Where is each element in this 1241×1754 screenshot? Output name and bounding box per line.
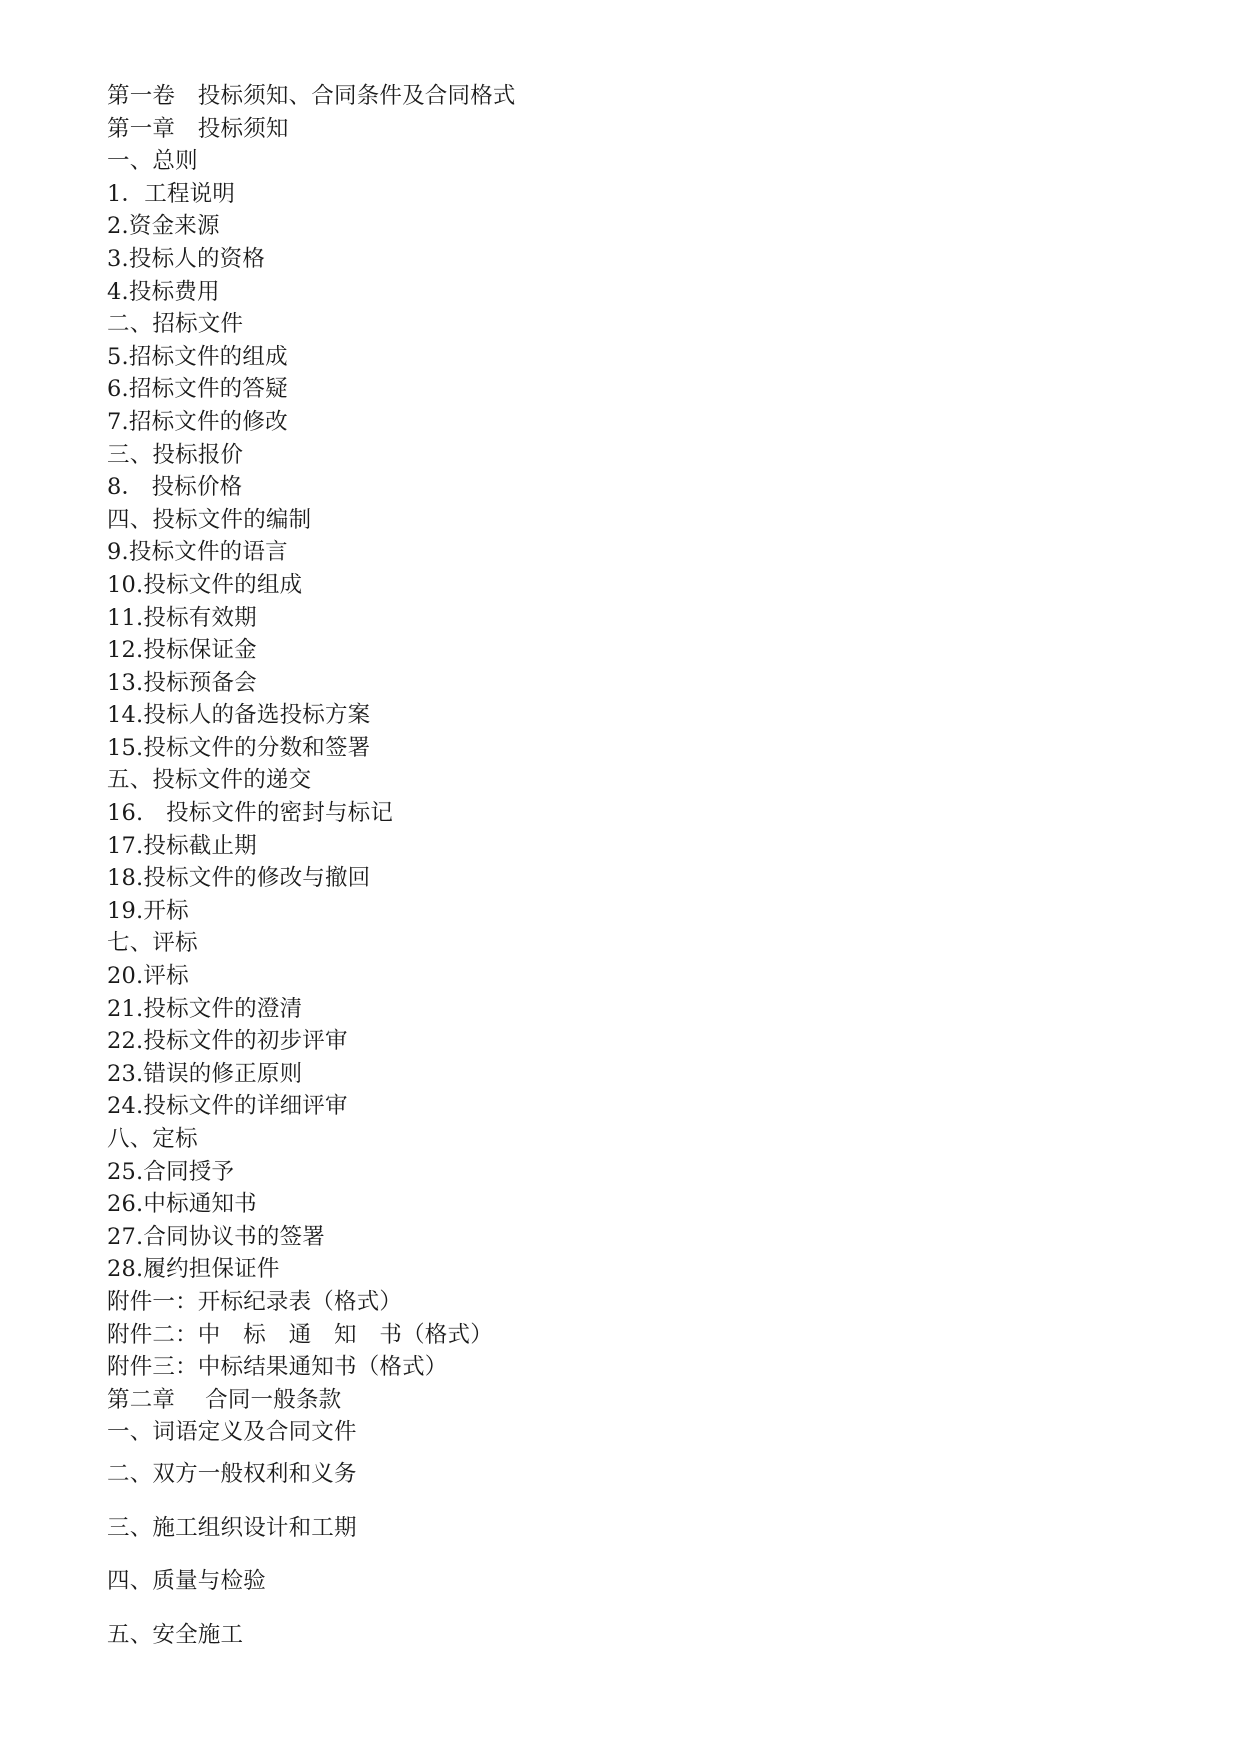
section-heading: 三、投标报价 [107,441,244,468]
toc-item: 4.投标费用 [107,278,220,305]
section-heading: 五、安全施工 [107,1621,244,1648]
toc-item: 26.中标通知书 [107,1191,257,1218]
section-heading: 一、总则 [107,148,198,175]
toc-item: 12.投标保证金 [107,637,257,664]
toc-item: 21.投标文件的澄清 [107,995,303,1022]
toc-item: 15.投标文件的分数和签署 [107,734,371,761]
chapter-title: 第一章 投标须知 [107,115,289,142]
attachment-item: 附件二：中 标 通 知 书（格式） [107,1321,493,1348]
toc-item: 11.投标有效期 [107,604,257,631]
toc-item: 7.招标文件的修改 [107,408,288,435]
section-heading: 四、投标文件的编制 [107,506,312,533]
toc-item: 3.投标人的资格 [107,245,266,272]
toc-item: 13.投标预备会 [107,669,257,696]
section-heading: 一、词语定义及合同文件 [107,1419,357,1446]
attachment-item: 附件一：开标纪录表（格式） [107,1288,403,1315]
toc-item: 23.错误的修正原则 [107,1060,303,1087]
toc-item: 9.投标文件的语言 [107,539,288,566]
section-heading: 三、施工组织设计和工期 [107,1514,357,1541]
toc-item: 10.投标文件的组成 [107,571,303,598]
toc-item: 5.招标文件的组成 [107,343,288,370]
toc-item: 27.合同协议书的签署 [107,1223,325,1250]
toc-item: 1．工程说明 [107,180,236,207]
toc-item: 22.投标文件的初步评审 [107,1028,348,1055]
section-heading: 七、评标 [107,930,198,957]
attachment-item: 附件三：中标结果通知书（格式） [107,1354,448,1381]
section-heading: 五、投标文件的递交 [107,767,312,794]
toc-item: 18.投标文件的修改与撤回 [107,865,371,892]
section-heading: 二、招标文件 [107,311,244,338]
toc-item: 20.评标 [107,963,189,990]
toc-item: 24.投标文件的详细评审 [107,1093,348,1120]
section-heading: 八、定标 [107,1126,198,1152]
toc-item: 14.投标人的备选投标方案 [107,702,371,729]
toc-item: 2.资金来源 [107,213,220,240]
section-heading: 二、双方一般权利和义务 [107,1460,357,1487]
chapter-title: 第二章 合同一般条款 [107,1386,342,1413]
toc-item: 16. 投标文件的密封与标记 [107,800,394,827]
toc-item: 28.履约担保证件 [107,1256,280,1283]
toc-item: 25.合同授予 [107,1158,235,1185]
table-of-contents [107,80,1127,1651]
toc-item: 8． 投标价格 [107,474,243,501]
toc-item: 19.开标 [107,897,189,924]
section-heading: 四、质量与检验 [107,1568,266,1595]
toc-item: 6.招标文件的答疑 [107,376,288,403]
volume-title: 第一卷 投标须知、合同条件及合同格式 [107,83,516,109]
toc-item: 17.投标截止期 [107,832,257,859]
